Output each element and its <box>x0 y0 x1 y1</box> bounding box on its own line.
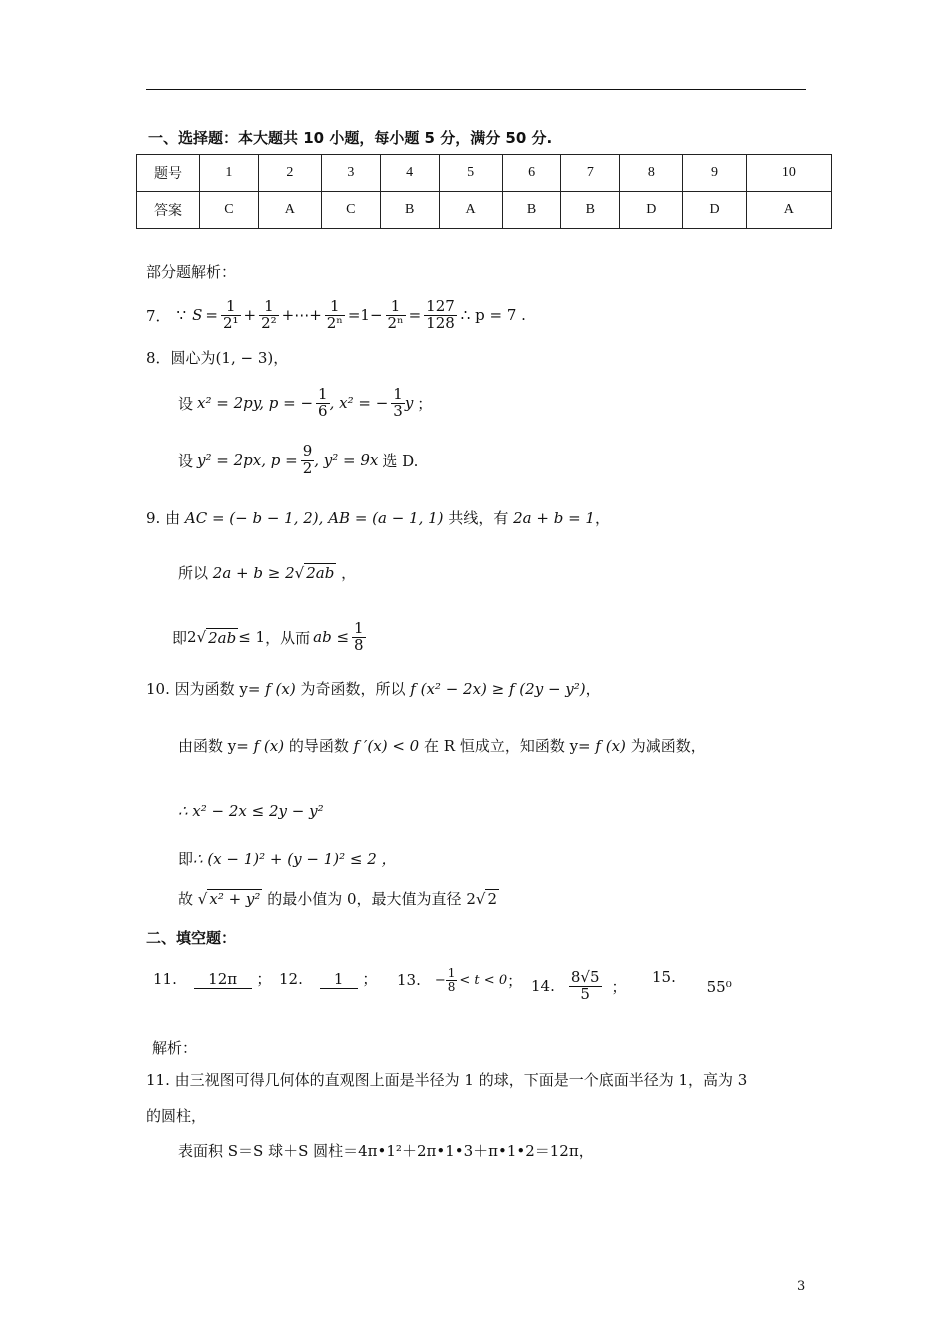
table-cell: A <box>746 192 831 229</box>
fill-12 <box>279 968 377 989</box>
num: 1 <box>325 299 345 316</box>
table-row <box>137 155 832 192</box>
q8-l2-a: x² = 2py, p = − <box>197 394 314 412</box>
num: 127 <box>426 296 455 315</box>
q10-l4-prefix: 即 <box>178 850 194 868</box>
q8-line3 <box>178 437 418 483</box>
fill-14 <box>531 960 627 1012</box>
q7-frac1 <box>221 296 241 332</box>
q10-l2-c: 在 R 恒成立，知函数 y= <box>423 737 591 755</box>
q10-l2-fp: f ′(x) < 0 <box>353 737 420 755</box>
table-cell: 6 <box>502 155 561 192</box>
q9-l2-rad: 2ab <box>306 564 335 582</box>
num: 1 <box>259 299 279 316</box>
q10-l4: ∴ (x − 1)² + (y − 1)² ≤ 2 ， <box>193 850 397 868</box>
table-cell: D <box>683 192 746 229</box>
sqrt-icon: √ <box>196 628 207 646</box>
q9-eq: 2a + b = 1 <box>513 509 595 527</box>
table-cell: D <box>620 192 683 229</box>
den: 8 <box>447 979 456 994</box>
q9-l2-prefix: 所以 <box>178 564 209 582</box>
q8-l3-b: , y² = 9x <box>314 451 379 469</box>
fill-15 <box>652 968 732 996</box>
row-header-number: 题号 <box>137 155 200 192</box>
den: 5 <box>580 984 590 1003</box>
den: 2¹ <box>222 313 239 332</box>
num: 1 <box>386 299 406 316</box>
q7-therefore: ∴ p = 7 . <box>460 306 526 324</box>
fill-13-post: < t < 0 <box>459 972 508 988</box>
page-number: 3 <box>797 1279 806 1294</box>
q8-line1 <box>146 347 288 368</box>
q9-l3-a: 2 <box>187 628 197 646</box>
table-cell: B <box>561 192 620 229</box>
den: 6 <box>318 401 328 420</box>
because-symbol: ∵ <box>176 306 187 324</box>
table-cell: A <box>258 192 321 229</box>
q10-l2-a: 由函数 y= <box>178 737 249 755</box>
q10-line2 <box>178 735 706 756</box>
q10-l2-d: 为减函数， <box>630 737 706 755</box>
num: 8√5 <box>570 967 600 986</box>
q10-l5-rad: x² + y² <box>209 890 261 908</box>
q7-frac2 <box>259 296 279 332</box>
section2-title: 二、填空题： <box>146 929 237 947</box>
q10-fx: f (x) <box>265 680 296 698</box>
q10-l2-b: 的导函数 <box>288 737 349 755</box>
num: 1 <box>318 384 328 403</box>
sqrt-icon: √ <box>197 890 208 908</box>
num: 1 <box>393 384 403 403</box>
den: 8 <box>354 635 364 654</box>
q8-l3-frac <box>301 441 315 477</box>
q10-l5-rad2: 2 <box>487 890 497 908</box>
analysis-q11-line1: 11. 由三视图可得几何体的直观图上面是半径为 1 的球，下面是一个底面半径为 1，高为 3 <box>146 1071 748 1089</box>
den: 2 <box>302 458 313 477</box>
q10-line5 <box>178 888 499 909</box>
q8-l2-frac1 <box>316 384 330 420</box>
header-rule <box>146 89 806 90</box>
q10-line3: ∴ x² − 2x ≤ 2y − y² <box>178 802 324 820</box>
fill-13-frac <box>446 967 458 993</box>
analysis-q11-line2: 的圆柱， <box>146 1107 207 1125</box>
q8-center: (1, − 3) <box>215 349 274 367</box>
q10-l5-mid: 的最小值为 0，最大值为直径 <box>267 890 462 908</box>
num: 9 <box>302 441 313 460</box>
q9-collinear: 共线，有 <box>448 509 509 527</box>
q10-comma: ， <box>585 680 601 698</box>
q7-frac5 <box>424 296 457 332</box>
den: 2ⁿ <box>326 313 343 332</box>
q10-l5-prefix: 故 <box>178 890 194 908</box>
table-row <box>137 192 832 229</box>
q8-l3-end: 选 D. <box>382 451 419 470</box>
q9-l3-frac <box>352 618 366 654</box>
q9-l3-mid: ，从而 <box>265 628 311 647</box>
partial-title: 部分题解析： <box>146 263 237 281</box>
q9-comma: ， <box>594 509 610 527</box>
fill-11-number: 11. <box>153 970 177 988</box>
q10-l2-fx2: f (x) <box>595 737 626 755</box>
q7-label: 7． <box>146 306 171 325</box>
q9-label: 9. 由 <box>146 509 181 527</box>
fill-11 <box>153 968 271 989</box>
q8-l2-b: , x² = − <box>329 394 389 412</box>
q10-odd: 为奇函数，所以 <box>300 680 406 698</box>
fill-13-sep: ； <box>507 971 523 990</box>
analysis-title: 解析： <box>152 1039 198 1057</box>
q10-label: 10. 因为函数 y= <box>146 680 261 698</box>
table-cell: C <box>200 192 259 229</box>
q7-eq-one-minus: =1− <box>347 306 383 324</box>
fill-14-frac <box>569 967 602 1003</box>
q7-eq: = <box>205 306 218 324</box>
table-cell: 3 <box>321 155 380 192</box>
table-cell: B <box>380 192 439 229</box>
fill-11-answer: 12π <box>194 970 252 989</box>
table-cell: B <box>502 192 561 229</box>
table-cell: C <box>321 192 380 229</box>
fill-15-number: 15. <box>652 968 676 986</box>
row-header-answer: 答案 <box>137 192 200 229</box>
sqrt-icon: √ <box>294 564 305 582</box>
q8-l2-end: ； <box>417 394 433 413</box>
analysis-q11-line3: 表面积 S＝S 球＋S 圆柱＝4π•1²＋2π•1•3＋π•1•2＝12π， <box>178 1142 594 1160</box>
table-cell: 9 <box>683 155 746 192</box>
fill-12-sep: ； <box>362 970 378 988</box>
fill-12-answer: 1 <box>320 970 358 989</box>
table-cell: 2 <box>258 155 321 192</box>
q8-l3-a: y² = 2px, p = <box>197 451 298 469</box>
q9-l3-b: ≤ 1 <box>238 628 266 646</box>
fill-14-number: 14. <box>531 977 555 995</box>
q8-label: 8．圆心为 <box>146 349 216 367</box>
table-cell: 1 <box>200 155 259 192</box>
q9-line3 <box>172 613 366 661</box>
den: 2ⁿ <box>387 313 404 332</box>
q9-vec: AC = (− b − 1, 2), AB = (a − 1, 1) <box>184 509 444 527</box>
table-cell: 7 <box>561 155 620 192</box>
q9-l2-end: ， <box>341 564 357 582</box>
q8-l2-c: y <box>404 394 414 412</box>
q9-l3-rad: 2ab <box>208 628 237 647</box>
q10-l2-fx: f (x) <box>253 737 285 755</box>
fill-13-minus: − <box>434 972 446 988</box>
q9-l3-prefix: 即 <box>172 628 188 647</box>
table-cell: 10 <box>746 155 831 192</box>
q8-comma: ， <box>273 349 289 367</box>
fill-13-number: 13. <box>397 971 421 989</box>
q7-s: S <box>192 306 203 324</box>
q10-ineq: f (x² − 2x) ≥ f (2y − y²) <box>410 680 586 698</box>
sqrt-icon: √ <box>475 890 486 908</box>
fill-12-number: 12. <box>279 970 303 988</box>
answer-table <box>136 154 832 229</box>
den: 3 <box>393 401 403 420</box>
q7-line <box>146 290 526 340</box>
den: 2² <box>261 313 277 332</box>
num: 1 <box>221 299 241 316</box>
q10-line1 <box>146 678 601 699</box>
section1-title: 一、选择题：本大题共 10 小题，每小题 5 分，满分 50 分. <box>148 129 553 147</box>
table-cell: 8 <box>620 155 683 192</box>
q10-line4 <box>178 848 397 869</box>
q9-line2 <box>178 562 356 583</box>
q8-l2-prefix: 设 <box>178 394 194 413</box>
q9-l3-c: ab ≤ <box>313 628 350 646</box>
q7-eq2: = <box>408 306 422 324</box>
q8-line2 <box>178 380 432 426</box>
q10-l5-a: 2 <box>466 890 476 908</box>
den: 128 <box>426 313 455 332</box>
q7-frac4 <box>386 296 406 332</box>
q8-l2-frac2 <box>391 384 405 420</box>
num: 1 <box>447 965 456 980</box>
table-cell: A <box>439 192 502 229</box>
fill-11-sep: ； <box>256 970 272 988</box>
table-cell: 4 <box>380 155 439 192</box>
fill-14-sep: ； <box>611 977 627 996</box>
fill-15-answer: 55⁰ <box>706 978 732 996</box>
fill-13 <box>397 960 522 1000</box>
q7-frac3 <box>325 296 345 332</box>
q7-plus: + <box>243 306 257 324</box>
num: 1 <box>354 618 364 637</box>
table-cell: 5 <box>439 155 502 192</box>
q9-line1 <box>146 507 610 528</box>
q9-l2-lhs: 2a + b ≥ 2 <box>212 564 295 582</box>
q7-dots: +⋯+ <box>281 306 322 324</box>
q8-l3-prefix: 设 <box>178 451 194 470</box>
